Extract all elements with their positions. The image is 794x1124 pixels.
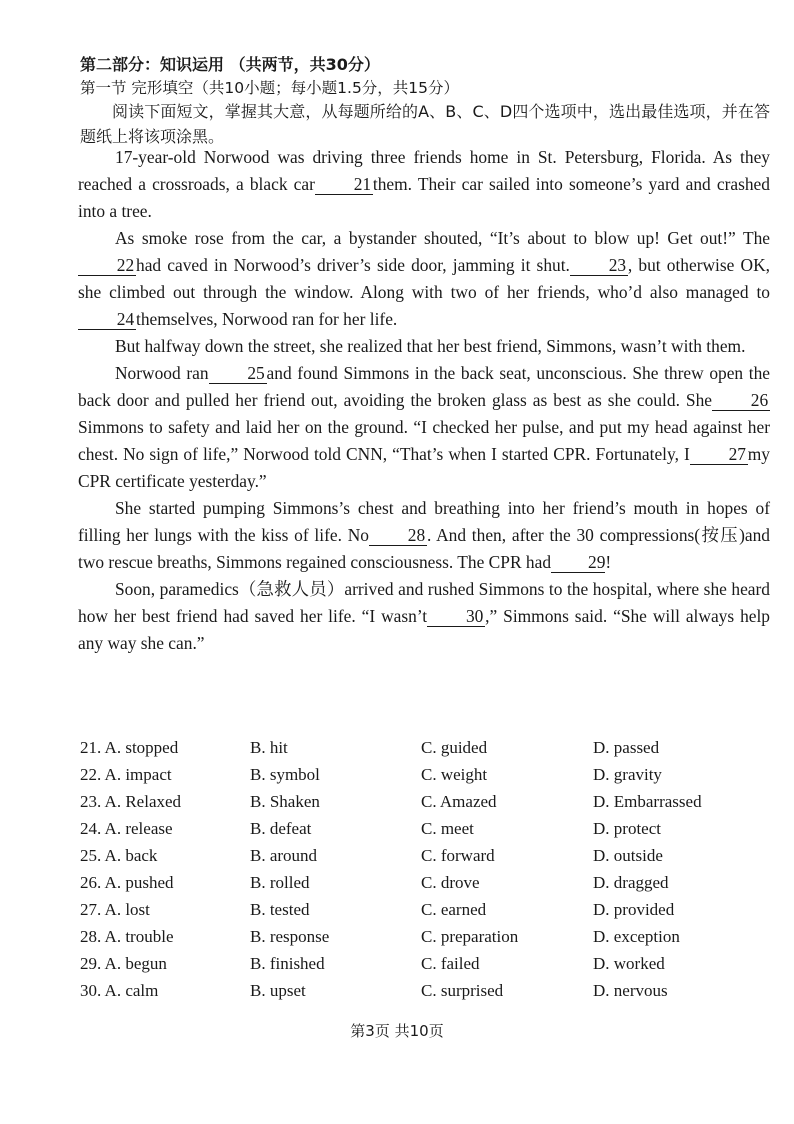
page-number: 第3页 共10页 <box>350 1022 444 1040</box>
option-c: C. failed <box>421 954 480 973</box>
option-a: 28. A. trouble <box>80 927 174 946</box>
option-a: 21. A. stopped <box>80 738 179 757</box>
option-c: C. meet <box>421 819 474 838</box>
option-b: B. tested <box>250 900 310 919</box>
option-row-21 <box>80 738 780 765</box>
passage-text: Soon, paramedics（急救人员）arrived and rushed Simmons to the hospital, where she heard how her best friend had saved her life. “I wasn’t <box>78 579 770 626</box>
passage-text: Simmons to safety and laid her on the ground. “I checked her pulse, and put my head against her chest. No sign of life,” Norwood told CNN, “That’s when I started CPR. Fortunately, I <box>78 417 770 464</box>
option-a: 29. A. begun <box>80 954 167 973</box>
option-c: C. weight <box>421 765 488 784</box>
blank-24: 24 <box>78 309 136 330</box>
passage-text: She started pumping Simmons’s chest and breathing into her friend’s mouth in hopes of filling her lungs with the kiss of life. No <box>78 498 770 545</box>
option-b: B. upset <box>250 981 306 1000</box>
blank-30: 30 <box>427 606 485 627</box>
passage-text: 17-year-old Norwood was driving three friends home in St. Petersburg, Florida. As they reached a crossroads, a black car <box>78 147 770 194</box>
option-c: C. Amazed <box>421 792 497 811</box>
passage-text: Norwood ran <box>115 363 209 383</box>
option-a: 30. A. calm <box>80 981 159 1000</box>
passage-text: , but otherwise OK, she climbed out through the window. Along with two of her friends, who’d also managed to <box>78 255 770 302</box>
passage-text: . And then, after the 30 compressions(按压)and two rescue breaths, Simmons regained consciousness. The CPR had <box>78 525 770 572</box>
option-a: 26. A. pushed <box>80 873 174 892</box>
blank-25: 25 <box>209 363 267 384</box>
paragraph-5 <box>78 495 770 576</box>
paragraph-6 <box>78 576 770 657</box>
option-c: C. earned <box>421 900 487 919</box>
option-d: D. dragged <box>593 873 669 892</box>
part-heading: 第二部分：知识运用 （共两节，共30分） <box>80 55 380 74</box>
option-d: D. Embarrassed <box>593 792 702 811</box>
option-row-27 <box>80 900 780 927</box>
blank-26: 26 <box>712 390 770 411</box>
passage-text: As smoke rose from the car, a bystander shouted, “It’s about to blow up! Get out!” The <box>115 228 770 248</box>
option-a: 24. A. release <box>80 819 173 838</box>
option-b: B. symbol <box>250 765 320 784</box>
option-b: B. Shaken <box>250 792 320 811</box>
passage-text: ! <box>605 552 612 572</box>
option-row-28 <box>80 927 780 954</box>
passage-text: had caved in Norwood’s driver’s side door, jamming it shut. <box>136 255 570 275</box>
option-d: D. provided <box>593 900 675 919</box>
passage-text: and found Simmons in the back seat, unconscious. She threw open the back door and pulled her friend out, avoiding the broken glass as best as she could. She <box>78 363 771 410</box>
passage-text: themselves, Norwood ran for her life. <box>136 309 398 329</box>
section-heading: 第一节 完形填空（共10小题；每小题1.5分，共15分） <box>80 79 460 97</box>
paragraph-3: But halfway down the street, she realized that her best friend, Simmons, wasn’t with them. <box>115 336 746 356</box>
option-a: 22. A. impact <box>80 765 172 784</box>
option-d: D. protect <box>593 819 661 838</box>
options-list <box>80 738 780 1008</box>
instructions: 阅读下面短文，掌握其大意，从每题所给的A、B、C、D四个选项中，选出最佳选项，并在答题纸上将该项涂黑。 <box>80 102 770 146</box>
blank-22: 22 <box>78 255 136 276</box>
paragraph-1 <box>78 144 770 225</box>
blank-23: 23 <box>570 255 628 276</box>
option-a: 23. A. Relaxed <box>80 792 182 811</box>
option-row-23 <box>80 792 780 819</box>
option-b: B. response <box>250 927 330 946</box>
option-c: C. guided <box>421 738 488 757</box>
option-b: B. hit <box>250 738 288 757</box>
paragraph-4 <box>78 360 770 495</box>
option-row-30 <box>80 981 780 1008</box>
option-d: D. worked <box>593 954 665 973</box>
option-d: D. outside <box>593 846 663 865</box>
option-b: B. defeat <box>250 819 312 838</box>
blank-27: 27 <box>690 444 748 465</box>
option-a: 27. A. lost <box>80 900 150 919</box>
passage-text: ,” Simmons said. “She will always help any way she can.” <box>78 606 771 653</box>
option-c: C. forward <box>421 846 495 865</box>
option-a: 25. A. back <box>80 846 158 865</box>
blank-29: 29 <box>551 552 605 573</box>
option-row-22 <box>80 765 780 792</box>
option-d: D. nervous <box>593 981 668 1000</box>
blank-21: 21 <box>315 174 373 195</box>
option-c: C. preparation <box>421 927 519 946</box>
cloze-passage <box>78 144 770 657</box>
option-b: B. rolled <box>250 873 310 892</box>
blank-28: 28 <box>369 525 427 546</box>
option-b: B. finished <box>250 954 325 973</box>
paragraph-2 <box>78 225 770 333</box>
option-b: B. around <box>250 846 318 865</box>
passage-text: them. Their car sailed into someone’s yard and crashed into a tree. <box>78 174 770 221</box>
option-d: D. gravity <box>593 765 662 784</box>
option-d: D. exception <box>593 927 680 946</box>
option-row-25 <box>80 846 780 873</box>
option-row-24 <box>80 819 780 846</box>
option-d: D. passed <box>593 738 660 757</box>
option-row-29 <box>80 954 780 981</box>
option-row-26 <box>80 873 780 900</box>
option-c: C. surprised <box>421 981 504 1000</box>
option-c: C. drove <box>421 873 480 892</box>
passage-text: my CPR certificate yesterday.” <box>78 444 770 491</box>
